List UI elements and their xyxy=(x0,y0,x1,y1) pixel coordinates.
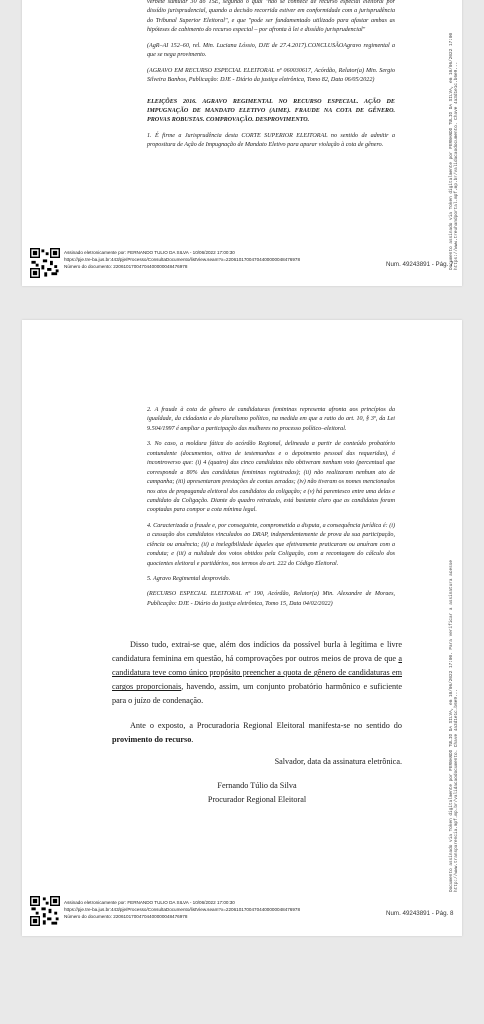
document-page-7 xyxy=(22,0,462,286)
reference-citation: (AGRAVO EM RECURSO ESPECIAL ELEITORAL nº 060030617, Acórdão, Relator(a) Min. Sergio Silveira Banhos, Publicação: DJE - Diário da justiça eletrônica, Tomo 82, Data 06/05/2022) xyxy=(147,67,395,84)
request-paragraph: Ante o exposto, a Procuradoria Regional Eleitoral manifesta-se no sentido do provimento do recurso. xyxy=(112,720,402,744)
page8-quoted-content xyxy=(147,406,395,615)
item-3: 3. No caso, a moldura fática do acórdão Regional, delineada a partir de conteúdo probatório contundente (documentos, oitiva de testemunhas e o depoimento pessoal das requeridas), é incontroverso que: (i) 4 (quatro) das cinco candidatas não obtiveram nenhum voto (percentual que corresponde a 80% das candidatas femininas registradas); (ii) não realizaram nenhum ato de campanha; (iii) apresentaram prestações de contas zeradas; (iv) não tiveram os nomes mencionados nos atos de propaganda eleitoral dos candidatos da coligação; e (v) há parentesco entre uma delas e candidato da Coligação. Diante do quadro retratado, está bastante claro que as candidatas foram cooptadas para compor a cota mínima legal. xyxy=(147,441,395,514)
signer-name: Fernando Túlio da Silva xyxy=(217,780,297,790)
bold-request: provimento do recurso xyxy=(112,734,192,744)
qr-code-icon xyxy=(30,248,60,278)
underlined-finding: a candidatura teve como único propósito preencher a quota de gênero de candidaturas em cargos proporcionais xyxy=(112,654,402,692)
ementa-heading: ELEIÇÕES 2016. AGRAVO REGIMENTAL NO RECURSO ESPECIAL. AÇÃO DE IMPUGNAÇÃO DE MANDATO ELETIVO (AIME). FRAUDE NA COTA DE GÊNERO. PROVAS ROBUSTAS. COMPROVAÇÃO. DESPROVIMENTO. xyxy=(147,98,395,124)
item-1: 1. É firme a Jurisprudência desta CORTE SUPERIOR ELEITORAL no sentido de admitir a propositura de Ação de Impugnação de Mandato Eletivo para apurar violação à cota de gênero. xyxy=(147,132,395,149)
document-page-8 xyxy=(22,320,462,936)
side-signature-note: Documento assinado via Token digitalmente por FERNANDO TULIO DA SILVA, em 10/06/2022 17:00 https://www.treuhandportal.mpf.mp.br/validacaodocumento. Chave 4a3d1e1c.b6e9... xyxy=(449,32,460,270)
document-number: Número do documento: 22061017004704400000048476978 xyxy=(64,913,188,919)
qr-code-icon xyxy=(30,896,60,926)
reference-citation-2: (RECURSO ESPECIAL ELEITORAL nº 190, Acórdão, Relator(a) Min. Alexandre de Moraes, Publicação: DJE - Diário da justiça eletrônica, Tomo 15, Data 04/02/2022) xyxy=(147,591,395,607)
side-signature-note: Documento assinado via Token digitalmente por FERNANDO TULIO DA SILVA, em 10/06/2022 17:00. Para verificar a assinatura acesse http://www.transparencia.mpf.mp.br/validacaodocumento. Chave 4a3d1e1c.b6e9... xyxy=(449,560,460,892)
place-date: Salvador, data da assinatura eletrônica. xyxy=(274,756,402,766)
item-2: 2. A fraude à cota de gênero de candidaturas femininas representa afronta aos princípios da igualdade, da cidadania e do pluralismo político, na medida em que a ratio do art. 10, § 3º, da Lei 9.504/1997 é ampliar a participação das mulheres no processo político–eleitoral. xyxy=(147,407,395,432)
signature-line-1: Assinado eletronicamente por: FERNANDO TULIO DA SILVA - 10/06/2022 17:00:30 xyxy=(64,900,235,905)
electronic-signature-block xyxy=(64,250,300,271)
page-number-label: Num. 49243891 - Pág. 7 xyxy=(386,261,454,268)
page8-body xyxy=(112,638,402,807)
quote-top: verbete sumular 30 do TSE, segundo o qual "não se conhece de recurso especial eleitoral por dissídio jurisprudencial, quando a decisão recorrida estiver em conformidade com a jurisprudência do Tribunal Superior Eleitoral", e que "pode ser fundamentado utilizado para afastar ambas as hipóteses de cabimento do recurso especial – por afronta à lei e dissídio jurisprudencial" xyxy=(147,0,395,34)
agr-citation: (AgR–AI 152–60, rel. Min. Luciana Lóssio, DJE de 27.4.2017).CONCLUSÃOAgravo regimental a que se nega provimento. xyxy=(147,42,395,59)
conclusion-paragraph: Disso tudo, extrai-se que, além dos indícios da possível burla à legítima e livre candidatura feminina em questão, há comprovações por outros meios de prova de que a candidatura teve como único propósito preencher a quota de gênero de candidaturas em cargos proporcionais, havendo, assim, um conjunto probatório harmônico e suficiente para o juízo de condenação. xyxy=(112,640,402,706)
signature-link[interactable]: https://pje.tre-ba.jus.br:443/pje/Processo/ConsultaDocumento/listView.seam?x=22061017004704400000048476978 xyxy=(64,906,301,912)
electronic-signature-block xyxy=(64,900,300,921)
page-number-label: Num. 49243891 - Pág. 8 xyxy=(386,910,454,917)
signature-link[interactable]: https://pje.tre-ba.jus.br:443/pje/Processo/ConsultaDocumento/listView.seam?x=22061017004704400000048476978 xyxy=(64,256,301,262)
document-number: Número do documento: 22061017004704400000048476978 xyxy=(64,263,188,269)
page7-content xyxy=(147,0,395,157)
item-4: 4. Caracterizada a fraude e, por conseguinte, comprometida a disputa, a consequência jurídica é: (i) a cassação dos candidatos vinculados ao DRAP, independentemente de prova da sua participação, ciência ou anuência; (ii) a inelegibilidade àqueles que efetivamente praticaram ou anuíram com a conduta; e (iii) a nulidade dos votos obtidos pela Coligação, com a recontagem do cálculo dos quocientes eleitoral e partidários, nos termos do art. 222 do Código Eleitoral. xyxy=(147,522,395,567)
signature-line-1: Assinado eletronicamente por: FERNANDO TULIO DA SILVA - 10/06/2022 17:00:30 xyxy=(64,250,235,255)
signer-role: Procurador Regional Eleitoral xyxy=(207,794,307,804)
signer-block xyxy=(112,779,402,807)
item-5: 5. Agravo Regimental desprovido. xyxy=(147,576,231,582)
